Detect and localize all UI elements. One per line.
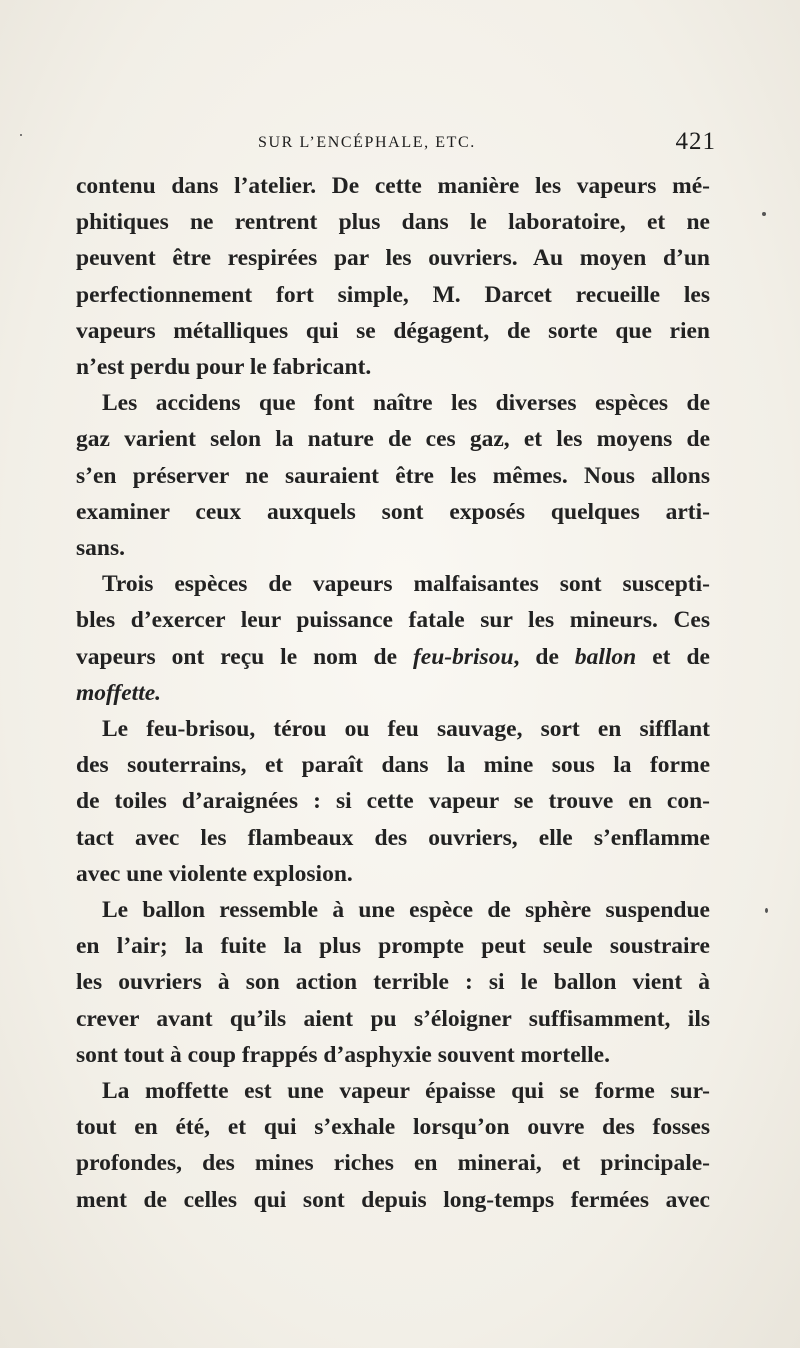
text-line: peuvent être respirées par les ouvriers. Au moyen d’un — [76, 245, 710, 272]
paragraph — [76, 1073, 710, 1218]
running-head: SUR L’ENCÉPHALE, ETC. — [258, 134, 476, 151]
paragraph — [76, 892, 710, 1073]
text-line: phitiques ne rentrent plus dans le laboratoire, et ne — [76, 209, 710, 236]
text-line: s’en préserver ne sauraient être les mêmes. Nous allons — [76, 462, 710, 489]
italic-term: ballon — [574, 643, 637, 670]
text-fragment: et de — [636, 643, 710, 670]
text-line: contenu dans l’atelier. De cette manière les vapeurs mé- — [76, 173, 710, 199]
text-line: La moffette est une vapeur épaisse qui se forme sur- — [102, 1078, 710, 1105]
text-line: tact avec les flambeaux des ouvriers, elle s’enflamme — [76, 824, 710, 851]
text-line: avec une violente explosion. — [76, 860, 353, 887]
text-line: ment de celles qui sont depuis long-temps fermées avec — [76, 1186, 710, 1213]
text-line: Le feu-brisou, térou ou feu sauvage, sort en sifflant — [102, 716, 710, 743]
text-line: des souterrains, et paraît dans la mine sous la forme — [76, 752, 710, 779]
text-fragment: vapeurs ont reçu le nom de — [76, 643, 413, 670]
paragraph — [76, 385, 710, 566]
text-line: profondes, des mines riches en minerai, et principale- — [76, 1150, 710, 1177]
page-header — [70, 128, 720, 168]
text-line: tout en été, et qui s’exhale lorsqu’on ouvre des fosses — [76, 1114, 710, 1141]
text-line: Les accidens que font naître les diverses espèces de — [102, 390, 710, 417]
text-line: bles d’exercer leur puissance fatale sur les mineurs. Ces — [76, 607, 710, 634]
text-line: vapeurs métalliques qui se dégagent, de sorte que rien — [76, 317, 710, 344]
ink-speck — [20, 134, 22, 136]
text-line: sans. — [76, 535, 125, 562]
text-line: crever avant qu’ils aient pu s’éloigner suffisamment, ils — [76, 1005, 710, 1032]
italic-term: moffette. — [76, 679, 162, 706]
paragraph — [76, 711, 710, 892]
page-number: 421 — [675, 128, 716, 155]
text-line — [76, 639, 710, 675]
text-line: n’est perdu pour le fabricant. — [76, 354, 372, 381]
text-line: sont tout à coup frappés d’asphyxie souvent mortelle. — [76, 1041, 610, 1068]
text-line: perfectionnement fort simple, M. Darcet recueille les — [76, 281, 710, 308]
ink-speck — [765, 908, 768, 913]
paragraph — [76, 566, 710, 711]
body-text — [76, 168, 710, 1218]
text-line: gaz varient selon la nature de ces gaz, et les moyens de — [76, 426, 710, 453]
text-line: en l’air; la fuite la plus prompte peut seule soustraire — [76, 933, 710, 960]
text-fragment: , de — [513, 643, 575, 670]
text-line: de toiles d’araignées : si cette vapeur se trouve en con- — [76, 788, 710, 815]
text-line: Le ballon ressemble à une espèce de sphère suspendue — [102, 897, 710, 924]
italic-term: feu-brisou — [412, 643, 514, 670]
ink-speck — [762, 212, 766, 216]
text-line: les ouvriers à son action terrible : si le ballon vient à — [76, 969, 710, 996]
paragraph — [76, 168, 710, 385]
text-line: examiner ceux auxquels sont exposés quelques arti- — [76, 498, 710, 525]
text-line: Trois espèces de vapeurs malfaisantes sont suscepti- — [102, 571, 710, 598]
